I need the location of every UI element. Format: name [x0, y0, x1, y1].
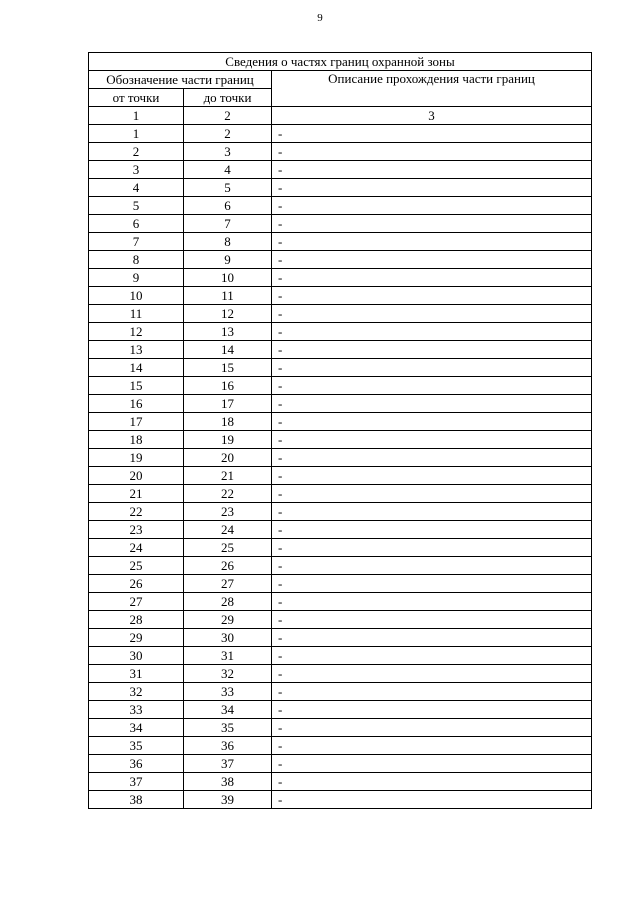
from-point-cell: 11 [89, 305, 184, 323]
to-point-cell: 39 [184, 791, 272, 809]
to-point-cell: 19 [184, 431, 272, 449]
description-cell: - [272, 521, 592, 539]
to-point-cell: 6 [184, 197, 272, 215]
description-cell: - [272, 215, 592, 233]
description-cell: - [272, 485, 592, 503]
to-point-cell: 35 [184, 719, 272, 737]
from-point-cell: 10 [89, 287, 184, 305]
table-row [89, 269, 592, 287]
from-point-cell: 25 [89, 557, 184, 575]
to-point-cell: 32 [184, 665, 272, 683]
from-point-cell: 29 [89, 629, 184, 647]
to-point-cell: 36 [184, 737, 272, 755]
to-point-cell: 10 [184, 269, 272, 287]
from-point-cell: 20 [89, 467, 184, 485]
from-point-cell: 15 [89, 377, 184, 395]
description-cell: - [272, 377, 592, 395]
to-point-cell: 7 [184, 215, 272, 233]
from-point-cell: 16 [89, 395, 184, 413]
description-cell: - [272, 395, 592, 413]
to-point-cell: 14 [184, 341, 272, 359]
from-point-cell: 8 [89, 251, 184, 269]
header-row-1 [89, 71, 592, 89]
description-cell: - [272, 683, 592, 701]
to-point-cell: 20 [184, 449, 272, 467]
from-point-cell: 27 [89, 593, 184, 611]
from-point-cell: 12 [89, 323, 184, 341]
from-point-cell: 13 [89, 341, 184, 359]
from-point-cell: 37 [89, 773, 184, 791]
to-point-cell: 38 [184, 773, 272, 791]
table-row [89, 413, 592, 431]
from-point-cell: 34 [89, 719, 184, 737]
table-row [89, 773, 592, 791]
description-cell: - [272, 611, 592, 629]
description-cell: - [272, 665, 592, 683]
table-row [89, 305, 592, 323]
table-row [89, 629, 592, 647]
to-point-cell: 23 [184, 503, 272, 521]
description-cell: - [272, 755, 592, 773]
description-cell: - [272, 143, 592, 161]
description-cell: - [272, 197, 592, 215]
table-row [89, 359, 592, 377]
description-cell: - [272, 287, 592, 305]
description-cell: - [272, 413, 592, 431]
to-point-cell: 30 [184, 629, 272, 647]
description-cell: - [272, 737, 592, 755]
to-point-cell: 17 [184, 395, 272, 413]
table-row [89, 431, 592, 449]
to-point-cell: 37 [184, 755, 272, 773]
col-group-header: Обозначение части границ [89, 71, 272, 89]
description-cell: - [272, 161, 592, 179]
table-row [89, 737, 592, 755]
table-row [89, 791, 592, 809]
from-point-cell: 4 [89, 179, 184, 197]
to-point-cell: 2 [184, 125, 272, 143]
table-row [89, 557, 592, 575]
column-number-row [89, 107, 592, 125]
from-point-cell: 36 [89, 755, 184, 773]
table-row [89, 593, 592, 611]
to-point-cell: 16 [184, 377, 272, 395]
table-row [89, 161, 592, 179]
description-cell: - [272, 341, 592, 359]
table-row [89, 215, 592, 233]
description-cell: - [272, 701, 592, 719]
table-row [89, 575, 592, 593]
to-point-cell: 21 [184, 467, 272, 485]
to-point-cell: 11 [184, 287, 272, 305]
table-title: Сведения о частях границ охранной зоны [89, 53, 592, 71]
description-cell: - [272, 557, 592, 575]
description-cell: - [272, 233, 592, 251]
boundary-parts-table [88, 52, 592, 809]
to-point-cell: 26 [184, 557, 272, 575]
description-cell: - [272, 593, 592, 611]
col-to-header: до точки [184, 89, 272, 107]
column-number: 3 [272, 107, 592, 125]
table-row [89, 179, 592, 197]
to-point-cell: 34 [184, 701, 272, 719]
description-cell: - [272, 305, 592, 323]
table-row [89, 449, 592, 467]
page-number: 9 [317, 12, 323, 24]
from-point-cell: 28 [89, 611, 184, 629]
col-description-header: Описание прохождения части границ [272, 71, 592, 107]
description-cell: - [272, 719, 592, 737]
from-point-cell: 24 [89, 539, 184, 557]
to-point-cell: 27 [184, 575, 272, 593]
description-cell: - [272, 791, 592, 809]
to-point-cell: 3 [184, 143, 272, 161]
from-point-cell: 23 [89, 521, 184, 539]
table-row [89, 467, 592, 485]
table-row [89, 323, 592, 341]
from-point-cell: 30 [89, 647, 184, 665]
table-row [89, 143, 592, 161]
description-cell: - [272, 629, 592, 647]
to-point-cell: 9 [184, 251, 272, 269]
to-point-cell: 31 [184, 647, 272, 665]
table-title-row [89, 53, 592, 71]
from-point-cell: 7 [89, 233, 184, 251]
description-cell: - [272, 773, 592, 791]
table-row [89, 233, 592, 251]
table-row [89, 485, 592, 503]
description-cell: - [272, 467, 592, 485]
to-point-cell: 33 [184, 683, 272, 701]
from-point-cell: 18 [89, 431, 184, 449]
table-row [89, 377, 592, 395]
from-point-cell: 31 [89, 665, 184, 683]
table-row [89, 683, 592, 701]
from-point-cell: 17 [89, 413, 184, 431]
table-row [89, 251, 592, 269]
from-point-cell: 9 [89, 269, 184, 287]
table-row [89, 341, 592, 359]
description-cell: - [272, 539, 592, 557]
from-point-cell: 14 [89, 359, 184, 377]
from-point-cell: 26 [89, 575, 184, 593]
table-row [89, 197, 592, 215]
to-point-cell: 8 [184, 233, 272, 251]
description-cell: - [272, 575, 592, 593]
to-point-cell: 15 [184, 359, 272, 377]
table-row [89, 755, 592, 773]
from-point-cell: 6 [89, 215, 184, 233]
description-cell: - [272, 125, 592, 143]
table-row [89, 125, 592, 143]
to-point-cell: 25 [184, 539, 272, 557]
table-row [89, 395, 592, 413]
description-cell: - [272, 323, 592, 341]
from-point-cell: 3 [89, 161, 184, 179]
table-row [89, 287, 592, 305]
to-point-cell: 28 [184, 593, 272, 611]
from-point-cell: 22 [89, 503, 184, 521]
table-row [89, 503, 592, 521]
to-point-cell: 18 [184, 413, 272, 431]
description-cell: - [272, 647, 592, 665]
to-point-cell: 29 [184, 611, 272, 629]
from-point-cell: 2 [89, 143, 184, 161]
from-point-cell: 35 [89, 737, 184, 755]
from-point-cell: 19 [89, 449, 184, 467]
to-point-cell: 4 [184, 161, 272, 179]
description-cell: - [272, 431, 592, 449]
to-point-cell: 5 [184, 179, 272, 197]
description-cell: - [272, 503, 592, 521]
to-point-cell: 13 [184, 323, 272, 341]
to-point-cell: 22 [184, 485, 272, 503]
table-row [89, 647, 592, 665]
from-point-cell: 5 [89, 197, 184, 215]
column-number: 1 [89, 107, 184, 125]
table-row [89, 539, 592, 557]
description-cell: - [272, 449, 592, 467]
table-row [89, 719, 592, 737]
description-cell: - [272, 251, 592, 269]
from-point-cell: 33 [89, 701, 184, 719]
table-row [89, 665, 592, 683]
column-number: 2 [184, 107, 272, 125]
from-point-cell: 21 [89, 485, 184, 503]
table-row [89, 611, 592, 629]
from-point-cell: 1 [89, 125, 184, 143]
description-cell: - [272, 359, 592, 377]
col-from-header: от точки [89, 89, 184, 107]
description-cell: - [272, 179, 592, 197]
description-cell: - [272, 269, 592, 287]
to-point-cell: 12 [184, 305, 272, 323]
table-row [89, 701, 592, 719]
from-point-cell: 32 [89, 683, 184, 701]
to-point-cell: 24 [184, 521, 272, 539]
table-row [89, 521, 592, 539]
table-body [89, 53, 592, 809]
from-point-cell: 38 [89, 791, 184, 809]
